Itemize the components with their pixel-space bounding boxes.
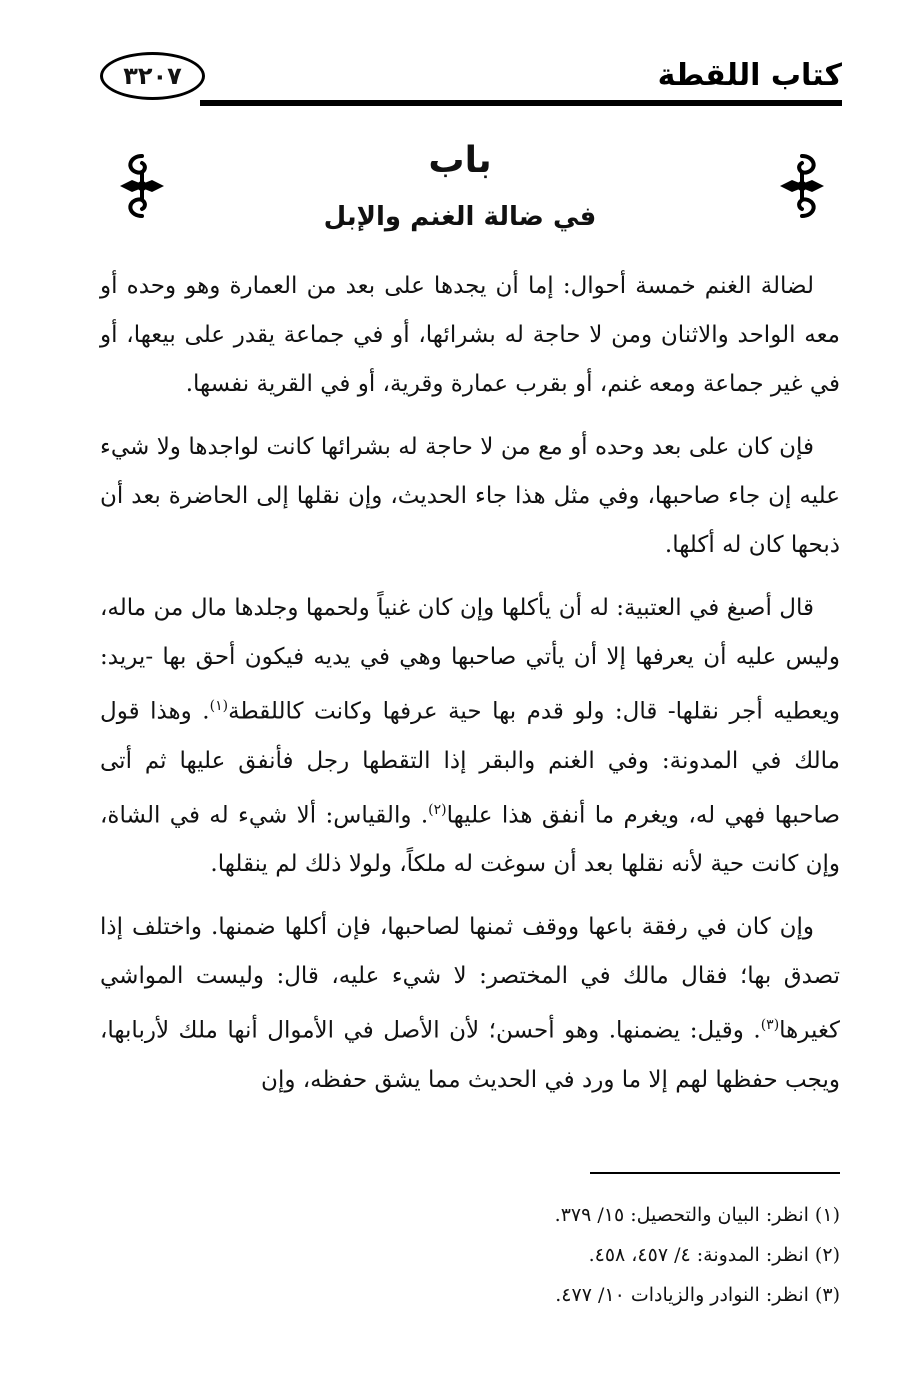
footnote-ref-3: (٣)	[760, 1017, 780, 1034]
footnote-ref-1: (١)	[209, 698, 229, 714]
paragraph-3-part-2: . وهذا قول مالك في المدونة: وفي الغنم والبقر إذا التقطها رجل فأنفق عليها ثم أتى صاحبها فهي له، ويغرم ما أنفق هذا عليها	[100, 698, 840, 829]
page-number: ٣٢٠٧	[100, 52, 205, 100]
paragraph-3-part-3: . والقياس: ألا شيء له في الشاة، وإن كانت حية لأنه نقلها بعد أن سوغت له ملكاً، ولولا ذلك لم ينقلها.	[100, 802, 840, 878]
footnotes	[100, 1195, 840, 1315]
body-text	[100, 262, 840, 1119]
paragraph-4-part-2: . وقيل: يضمنها. وهو أحسن؛ لأن الأصل في الأموال أنها ملك لأربابها، ويجب حفظها لهم إلا ما ورد في الحديث مما يشق حفظه، وإن	[100, 1017, 840, 1093]
footnote-3: (٣) انظر: النوادر والزيادات ١٠/ ٤٧٧.	[555, 1284, 840, 1306]
chapter-subtitle: في ضالة الغنم والإبل	[323, 202, 597, 232]
footnote-2: (٢) انظر: المدونة: ٤/ ٤٥٧، ٤٥٨.	[588, 1244, 840, 1266]
paragraph-4-part-1: وإن كان في رفقة باعها ووقف ثمنها لصاحبها، فإن أكلها ضمنها. واختلف إذا تصدق بها؛ فقال مالك في المختصر: لا شيء عليه، قال: وليست المواشي كغيرها	[100, 914, 840, 1044]
header-rule	[200, 100, 842, 106]
running-title: كتاب اللقطة	[657, 58, 842, 93]
footnote-ref-2: (٢)	[428, 801, 447, 818]
paragraph-3	[100, 584, 840, 889]
paragraph-2: فإن كان على بعد وحده أو مع من لا حاجة له بشرائها كانت لواجدها ولا شيء عليه إن جاء صاحبها، وفي مثل هذا جاء الحديث، وإن نقلها إلى الحاضرة بعد أن ذبحها كان له أكلها.	[100, 434, 840, 558]
paragraph-1: لضالة الغنم خمسة أحوال: إما أن يجدها على بعد من العمارة وهو وحده أو معه الواحد والاثنان ومن لا حاجة له بشرائها، أو في جماعة يقدر على بيعها، أو في غير جماعة ومعه غنم، أو بقرب عمارة وقرية، أو في القرية نفسها.	[100, 273, 840, 397]
paragraph-3-part-1: قال أصبغ في العتبية: له أن يأكلها وإن كان غنياً ولحمها وجلدها مال من ماله، وليس عليه أن يعرفها إلا أن يأتي صاحبها وهي في يديه فيكون أحق بها -يريد: ويعطيه أجر نقلها- قال: ولو قدم بها حية عرفها وكانت كاللقطة	[100, 595, 840, 725]
footnote-1: (١) انظر: البيان والتحصيل: ١٥/ ٣٧٩.	[554, 1204, 840, 1226]
chapter-heading: باب	[428, 140, 492, 181]
footnote-separator	[590, 1172, 840, 1174]
paragraph-4	[100, 903, 840, 1105]
